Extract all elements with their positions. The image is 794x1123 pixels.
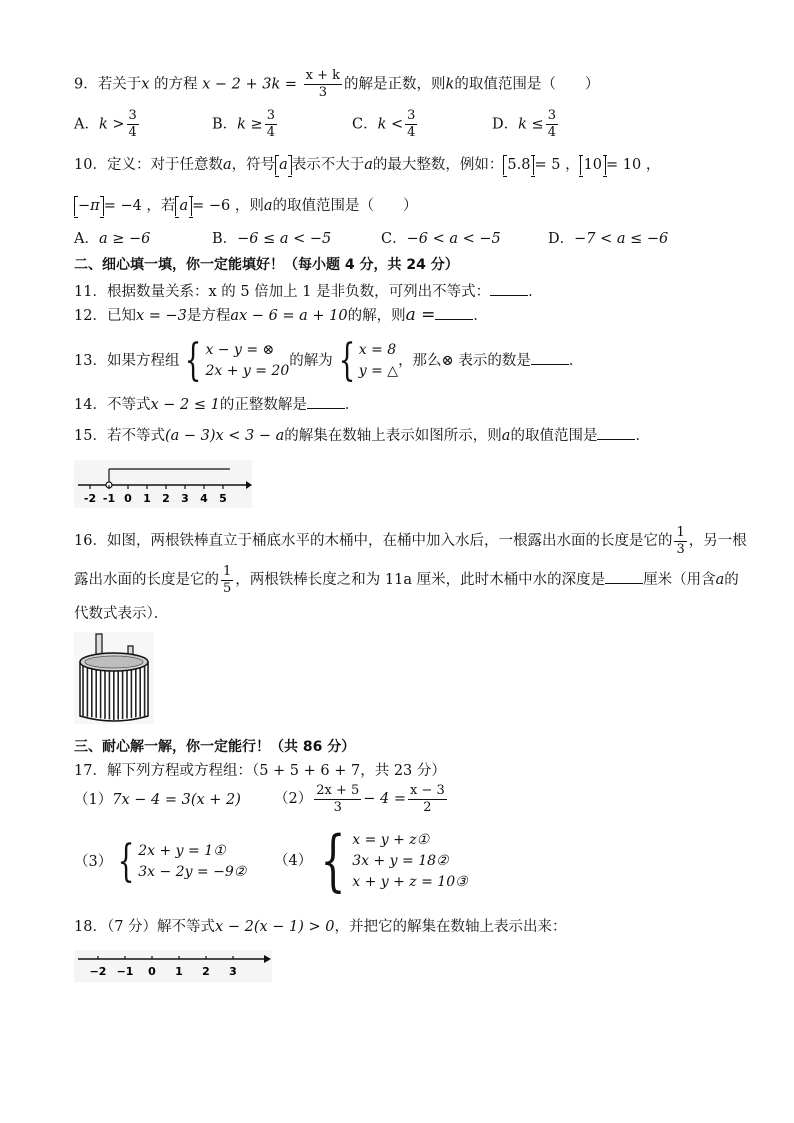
number-line-q18	[74, 950, 272, 982]
question-13	[74, 335, 584, 386]
q12-text: 是方程	[186, 308, 231, 324]
q14-text: 的正整数解是	[219, 397, 307, 413]
frac-num: 3	[407, 108, 416, 123]
q10-text: ，符号	[231, 157, 276, 173]
water-surface	[85, 656, 143, 668]
q15-text: 15．若不等式	[74, 428, 165, 444]
answer-blank	[605, 569, 643, 584]
option-text: −7 < a ≤ −6	[574, 231, 669, 247]
system-row: 2x + y = 1①	[138, 843, 226, 859]
q10-text: 的最大整数，例如：	[372, 157, 504, 173]
q10-example: 10	[583, 157, 603, 173]
brace: {	[320, 822, 346, 899]
q9-var-x: x	[141, 76, 150, 93]
q17-part-4	[274, 822, 468, 899]
frac-num: x − 3	[410, 782, 445, 798]
question-16-line-3: 代数式表示）．	[74, 606, 169, 622]
q16-text: ，两根铁棒长度之和为 11a 厘米，此时木桶中水的深度是	[235, 572, 606, 588]
option-fraction	[405, 108, 417, 141]
question-11	[74, 281, 543, 302]
frac-num: 3	[128, 108, 137, 123]
q9-var-k: k	[445, 76, 455, 93]
option-relation: k ≥	[237, 116, 263, 133]
question-15	[74, 425, 650, 446]
option-relation: k <	[377, 116, 404, 133]
q16-text: 16．如图，两根铁棒直立于桶底水平的木桶中，在桶中加入水后，一根露出水面的长度是它的	[74, 533, 673, 549]
floor-bracket	[275, 155, 292, 175]
q18-inequality: x − 2(x − 1) > 0	[215, 919, 335, 935]
q15-text: 的解集在数轴上表示如图所示，则	[284, 428, 502, 444]
q16-fraction-1	[674, 525, 686, 558]
tick-label: 2	[202, 965, 210, 978]
q9-prefix: 9．若关于	[74, 76, 142, 93]
system-row: 3x − 2y = −9②	[138, 864, 247, 880]
q10-text: 10．定义：对于任意数	[74, 157, 223, 173]
option-fraction	[546, 108, 558, 141]
q10-var-a: a	[222, 157, 232, 173]
floor-bracket	[503, 155, 534, 175]
option-fraction	[127, 108, 139, 141]
frac-num: 1	[223, 563, 232, 579]
q9-option-c	[352, 108, 419, 141]
q16-text: 的	[724, 572, 739, 588]
floor-bracket	[175, 196, 192, 216]
q10-example-result: = 10 ，	[606, 157, 661, 173]
tick-label: 3	[181, 492, 189, 505]
q17-part-1	[74, 790, 241, 810]
part-label: （4）	[274, 853, 313, 869]
tick-label: 1	[143, 492, 151, 505]
brace: {	[338, 335, 356, 386]
q10-example: 5.8	[507, 157, 531, 173]
option-label: B．	[212, 116, 238, 133]
q18-text: ，并把它的解集在数轴上表示出来：	[334, 919, 567, 935]
q12-text: 12．已知	[74, 308, 136, 324]
frac-den: 4	[407, 125, 416, 140]
system-row: 2x + y = 20	[205, 363, 290, 379]
floor-bracket	[580, 155, 606, 175]
q13-text: ，那么⊗ 表示的数是	[398, 353, 531, 369]
answer-blank	[490, 281, 528, 296]
q10-text: 的取值范围是（ ）	[272, 198, 418, 214]
q9-text-2: 的解是正数，则	[344, 76, 446, 93]
q15-var-a: a	[501, 428, 511, 444]
q10-var-a: a	[279, 157, 288, 173]
q17-part-2	[274, 782, 449, 816]
q15-text: 的取值范围是	[510, 428, 598, 444]
q10-option-c	[381, 229, 501, 249]
q10-example-result: = −4 ，若	[103, 198, 176, 214]
tick-label: -1	[102, 492, 116, 505]
floor-bracket	[74, 196, 104, 216]
answer-blank	[435, 305, 473, 320]
q17-p2-lhs-fraction	[314, 783, 361, 816]
system-row: y = △	[358, 363, 399, 379]
option-label: C．	[352, 116, 378, 133]
q11-text: 11．根据数量关系：x 的 5 倍加上 1 是非负数，可列出不等式：	[74, 284, 491, 300]
system-row: x + y + z = 10③	[352, 873, 468, 890]
q11-end: ．	[528, 284, 543, 300]
tick-label: 3	[229, 965, 237, 978]
q9-text-1: 的方程	[149, 76, 203, 93]
q9-option-d	[492, 108, 560, 141]
number-line-q15	[74, 460, 252, 508]
tick-label: −2	[89, 965, 107, 978]
frac-den: 3	[676, 541, 685, 557]
tick-label: −1	[116, 965, 134, 978]
part-label: （1）	[74, 792, 113, 808]
part-label: （3）	[74, 854, 113, 870]
tick-label: -2	[83, 492, 97, 505]
barrel-staves	[83, 666, 145, 720]
q17-p2-middle: − 4 =	[363, 791, 407, 807]
q16-text: ，另一根	[688, 533, 747, 549]
q13-end: ．	[568, 353, 584, 369]
system-row: 3x + y = 18②	[352, 852, 449, 869]
q14-inequality: x − 2 ≤ 1	[150, 397, 220, 413]
q12-var-a: a =	[405, 305, 436, 325]
q13-text: 的解为	[289, 353, 333, 369]
tick-label: 4	[200, 492, 208, 505]
answer-blank	[597, 425, 635, 440]
frac-den: 4	[128, 125, 137, 140]
q10-option-d	[548, 229, 668, 249]
q9-fraction	[304, 68, 342, 101]
q12-equation: x = −3	[135, 308, 187, 324]
q17-p1-equation: 7x − 4 = 3(x + 2)	[112, 792, 241, 808]
system-row: x − y = ⊗	[205, 342, 275, 358]
option-label: A．	[74, 116, 99, 133]
q15-end: ．	[635, 428, 650, 444]
q14-end: ．	[344, 397, 360, 413]
tick-label: 2	[162, 492, 170, 505]
q17-p2-rhs-fraction	[408, 783, 447, 816]
tick-label: 1	[175, 965, 183, 978]
question-12	[74, 305, 488, 326]
q12-end: ．	[473, 308, 488, 324]
question-10-line-2	[74, 196, 418, 216]
brace: {	[185, 335, 202, 386]
part-label: （2）	[274, 791, 313, 807]
frac-num: 3	[266, 108, 275, 123]
option-label: D．	[492, 116, 519, 133]
q9-text-3: 的取值范围是（ ）	[454, 76, 600, 93]
q15-inequality: (a − 3)x < 3 − a	[164, 428, 285, 444]
q10-example-result: = 5 ，	[534, 157, 580, 173]
question-18	[74, 917, 567, 937]
frac-num: 1	[676, 524, 685, 540]
answer-blank	[307, 394, 345, 409]
q16-text: 露出水面的长度是它的	[74, 572, 219, 588]
frac-den: 4	[266, 125, 275, 140]
barrel-figure	[74, 632, 154, 724]
frac-num: 3	[547, 108, 556, 123]
option-text: −6 < a < −5	[406, 231, 501, 247]
option-label: B．	[212, 231, 238, 247]
tick-label: 5	[219, 492, 227, 505]
option-fraction	[265, 108, 277, 141]
frac-den: 5	[223, 580, 232, 596]
question-16-line-1	[74, 524, 747, 558]
tick-label: 0	[124, 492, 132, 505]
q16-fraction-2	[221, 564, 233, 597]
q9-equation: x − 2 + 3k =	[202, 76, 298, 93]
question-17-title: 17．解下列方程或方程组：（5 + 5 + 6 + 7，共 23 分）	[74, 763, 446, 779]
q9-option-b	[212, 108, 279, 141]
q17-part-3	[74, 836, 247, 887]
q10-text: 表示不大于	[291, 157, 365, 173]
question-10-line-1	[74, 155, 660, 175]
option-text: −6 ≤ a < −5	[237, 231, 332, 247]
q18-text: 18．（7 分）解不等式	[74, 919, 216, 935]
brace: {	[117, 836, 135, 887]
answer-blank	[531, 350, 569, 365]
q10-var-a: a	[364, 157, 373, 173]
frac-den: 3	[333, 799, 342, 815]
q10-condition: = −6 ，则	[192, 198, 264, 214]
option-relation: k ≤	[518, 116, 544, 133]
question-14	[74, 394, 359, 415]
q14-text: 14．不等式	[74, 397, 151, 413]
q12-equation: ax − 6 = a + 10	[230, 308, 348, 324]
system-row: x = y + z①	[352, 831, 430, 848]
option-label: C．	[381, 231, 407, 247]
q10-option-a	[74, 229, 150, 249]
frac-num: 2x + 5	[316, 782, 360, 798]
q9-frac-den: 3	[318, 85, 327, 100]
q10-option-b	[212, 229, 331, 249]
section-3-heading: 三、耐心解一解，你一定能行！（共 86 分）	[74, 739, 356, 755]
q16-var-a: a	[715, 572, 725, 588]
tick-label: 0	[148, 965, 156, 978]
q13-text: 13．如果方程组	[74, 353, 180, 369]
q13-system-2	[333, 335, 399, 386]
section-2-heading: 二、细心填一填，你一定能填好！（每小题 4 分，共 24 分）	[74, 257, 459, 273]
q10-example: −π	[78, 198, 100, 214]
q17-p4-system	[312, 822, 468, 899]
q10-var-a: a	[179, 198, 189, 214]
question-9	[74, 68, 599, 101]
frac-den: 2	[423, 799, 432, 815]
q10-var-a: a	[263, 198, 273, 214]
option-label: D．	[548, 231, 575, 247]
frac-den: 4	[547, 125, 556, 140]
option-text: a ≥ −6	[98, 231, 151, 247]
q13-system-1	[179, 335, 290, 386]
q17-p3-system	[112, 836, 247, 887]
question-16-line-2	[74, 563, 739, 597]
option-relation: k >	[98, 116, 125, 133]
option-label: A．	[74, 231, 99, 247]
q9-frac-num: x + k	[305, 68, 341, 83]
system-row: x = 8	[358, 342, 397, 358]
q16-text: 厘米（用含	[643, 572, 716, 588]
q12-text: 的解，则	[347, 308, 406, 324]
q9-option-a	[74, 108, 141, 141]
